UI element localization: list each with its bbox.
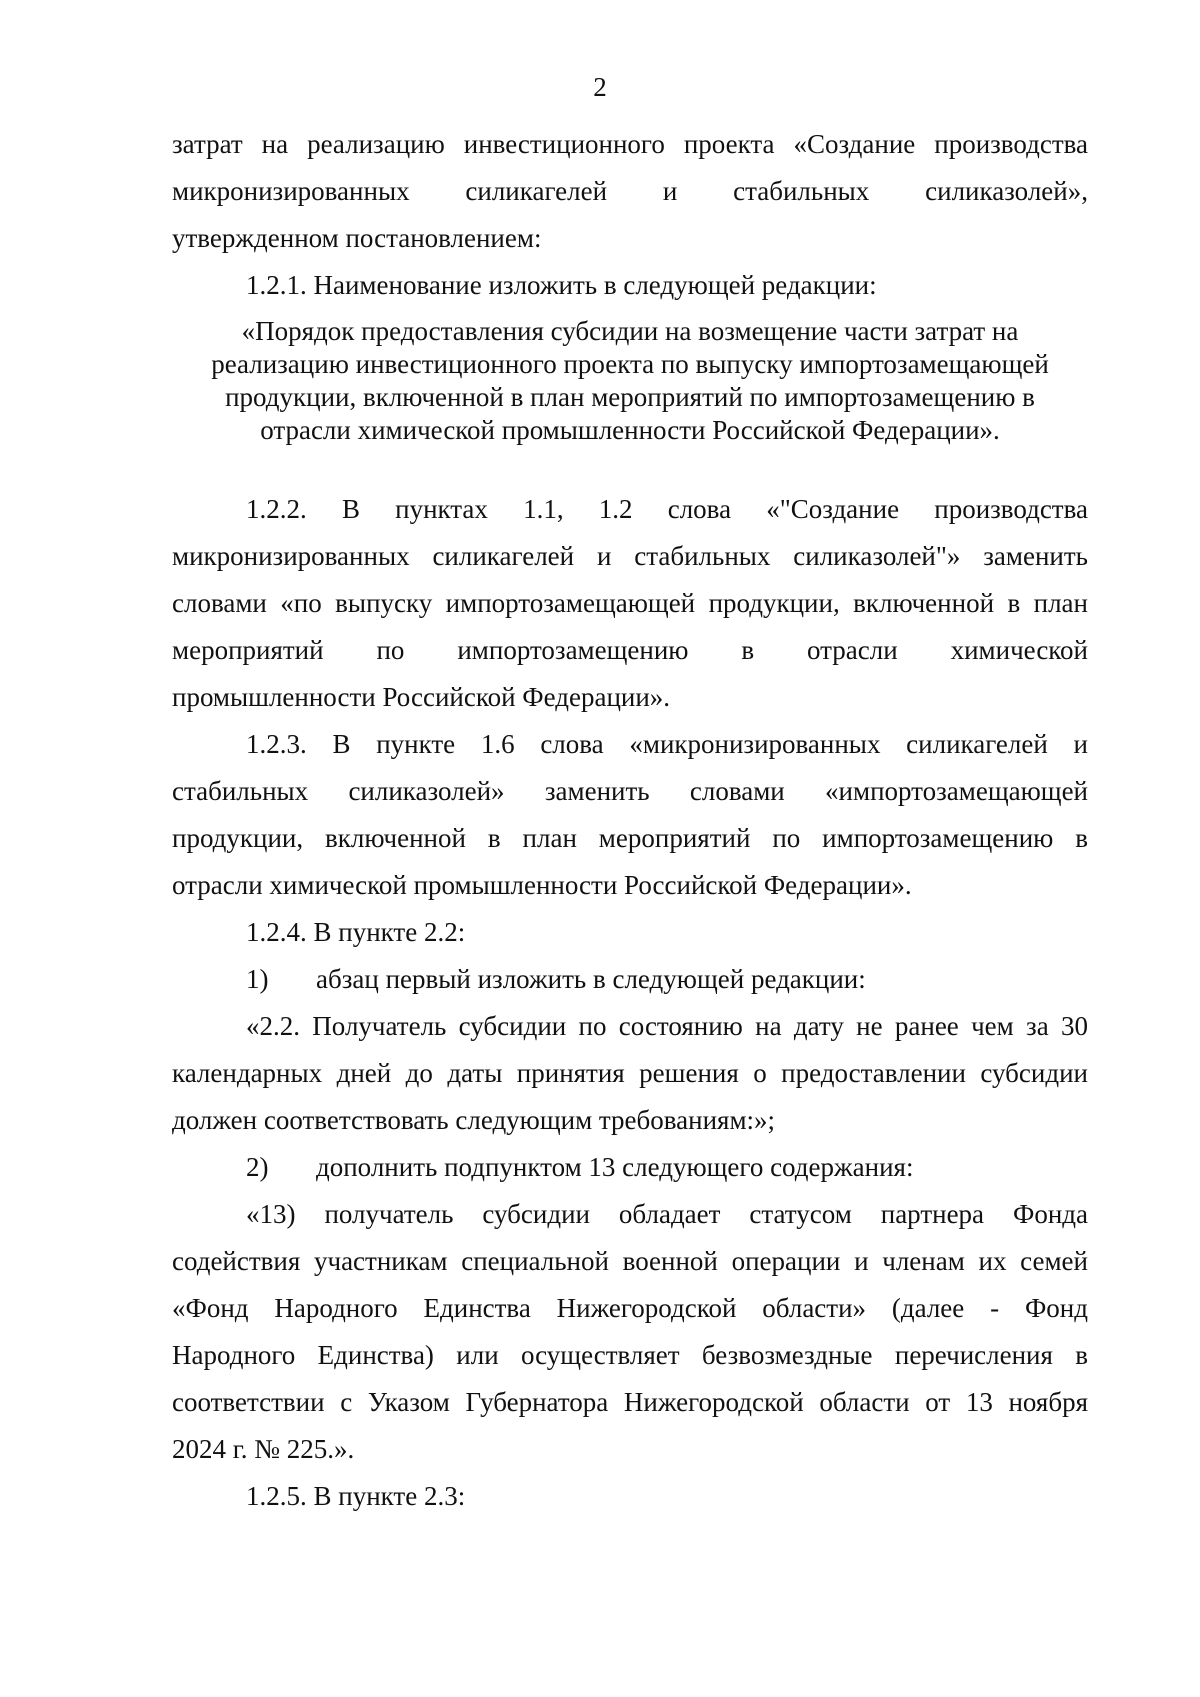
paragraph-1-2-2-line: 1.2.2. В пунктах 1.1, 1.2 слова «"Создание производства bbox=[246, 494, 1088, 524]
intro-line: затрат на реализацию инвестиционного проекта «Создание производства bbox=[172, 129, 1088, 159]
title-line: отрасли химической промышленности Российской Федерации». bbox=[260, 415, 1000, 445]
list-item-text: абзац первый изложить в следующей редакции: bbox=[316, 964, 866, 994]
paragraph-1-2-3-line: стабильных силиказолей» заменить словами «импортозамещающей bbox=[172, 776, 1088, 806]
document-body bbox=[172, 121, 1088, 1520]
quote-13-line: «13) получатель субсидии обладает статусом партнера Фонда bbox=[246, 1199, 1088, 1229]
quote-2-2-line: «2.2. Получатель субсидии по состоянию на дату не ранее чем за 30 bbox=[246, 1011, 1088, 1041]
page-number: 2 bbox=[593, 72, 607, 102]
list-item-number: 2) bbox=[246, 1152, 269, 1182]
title-line: реализацию инвестиционного проекта по выпуску импортозамещающей bbox=[211, 349, 1049, 379]
paragraph-1-2-2-line: микронизированных силикагелей и стабильных силиказолей"» заменить bbox=[172, 541, 1088, 571]
paragraph-1-2-3-line: 1.2.3. В пункте 1.6 слова «микронизированных силикагелей и bbox=[246, 729, 1088, 759]
quote-2-2-line: календарных дней до даты принятия решения о предоставлении субсидии bbox=[172, 1058, 1088, 1088]
list-item-2 bbox=[172, 1144, 1088, 1191]
paragraph-1-2-3-line: продукции, включенной в план мероприятий по импортозамещению в bbox=[172, 823, 1088, 853]
paragraph-1-2-2-line: мероприятий по импортозамещению в отрасли химической bbox=[172, 635, 1088, 665]
quote-13-line: содействия участникам специальной военной операции и членам их семей bbox=[172, 1246, 1088, 1276]
quote-13-line: Народного Единства) или осуществляет безвозмездные перечисления в bbox=[172, 1340, 1088, 1370]
quote-13-line: соответствии с Указом Губернатора Нижегородской области от 13 ноября bbox=[172, 1387, 1088, 1417]
title-line: «Порядок предоставления субсидии на возмещение части затрат на bbox=[241, 316, 1019, 346]
title-line: продукции, включенной в план мероприятий по импортозамещению в bbox=[225, 382, 1035, 412]
intro-line: утвержденном постановлением: bbox=[172, 223, 542, 253]
spacer bbox=[172, 447, 1088, 486]
paragraph-1-2-5: 1.2.5. В пункте 2.3: bbox=[246, 1481, 466, 1511]
list-item-number: 1) bbox=[246, 964, 269, 994]
intro-line: микронизированных силикагелей и стабильных силиказолей», bbox=[172, 176, 1088, 206]
quote-13-line: 2024 г. № 225.». bbox=[172, 1434, 355, 1464]
list-item-text: дополнить подпунктом 13 следующего содержания: bbox=[316, 1152, 914, 1182]
paragraph-1-2-4: 1.2.4. В пункте 2.2: bbox=[246, 917, 466, 947]
quote-13-line: «Фонд Народного Единства Нижегородской области» (далее - Фонд bbox=[172, 1293, 1088, 1323]
paragraph-1-2-2-line: промышленности Российской Федерации». bbox=[172, 682, 671, 712]
paragraph-1-2-2-line: словами «по выпуску импортозамещающей продукции, включенной в план bbox=[172, 588, 1088, 618]
list-item-1 bbox=[172, 956, 1088, 1003]
paragraph-1-2-1: 1.2.1. Наименование изложить в следующей редакции: bbox=[246, 270, 877, 300]
quote-2-2-line: должен соответствовать следующим требованиям:»; bbox=[172, 1105, 776, 1135]
paragraph-1-2-3-line: отрасли химической промышленности Российской Федерации». bbox=[172, 870, 912, 900]
